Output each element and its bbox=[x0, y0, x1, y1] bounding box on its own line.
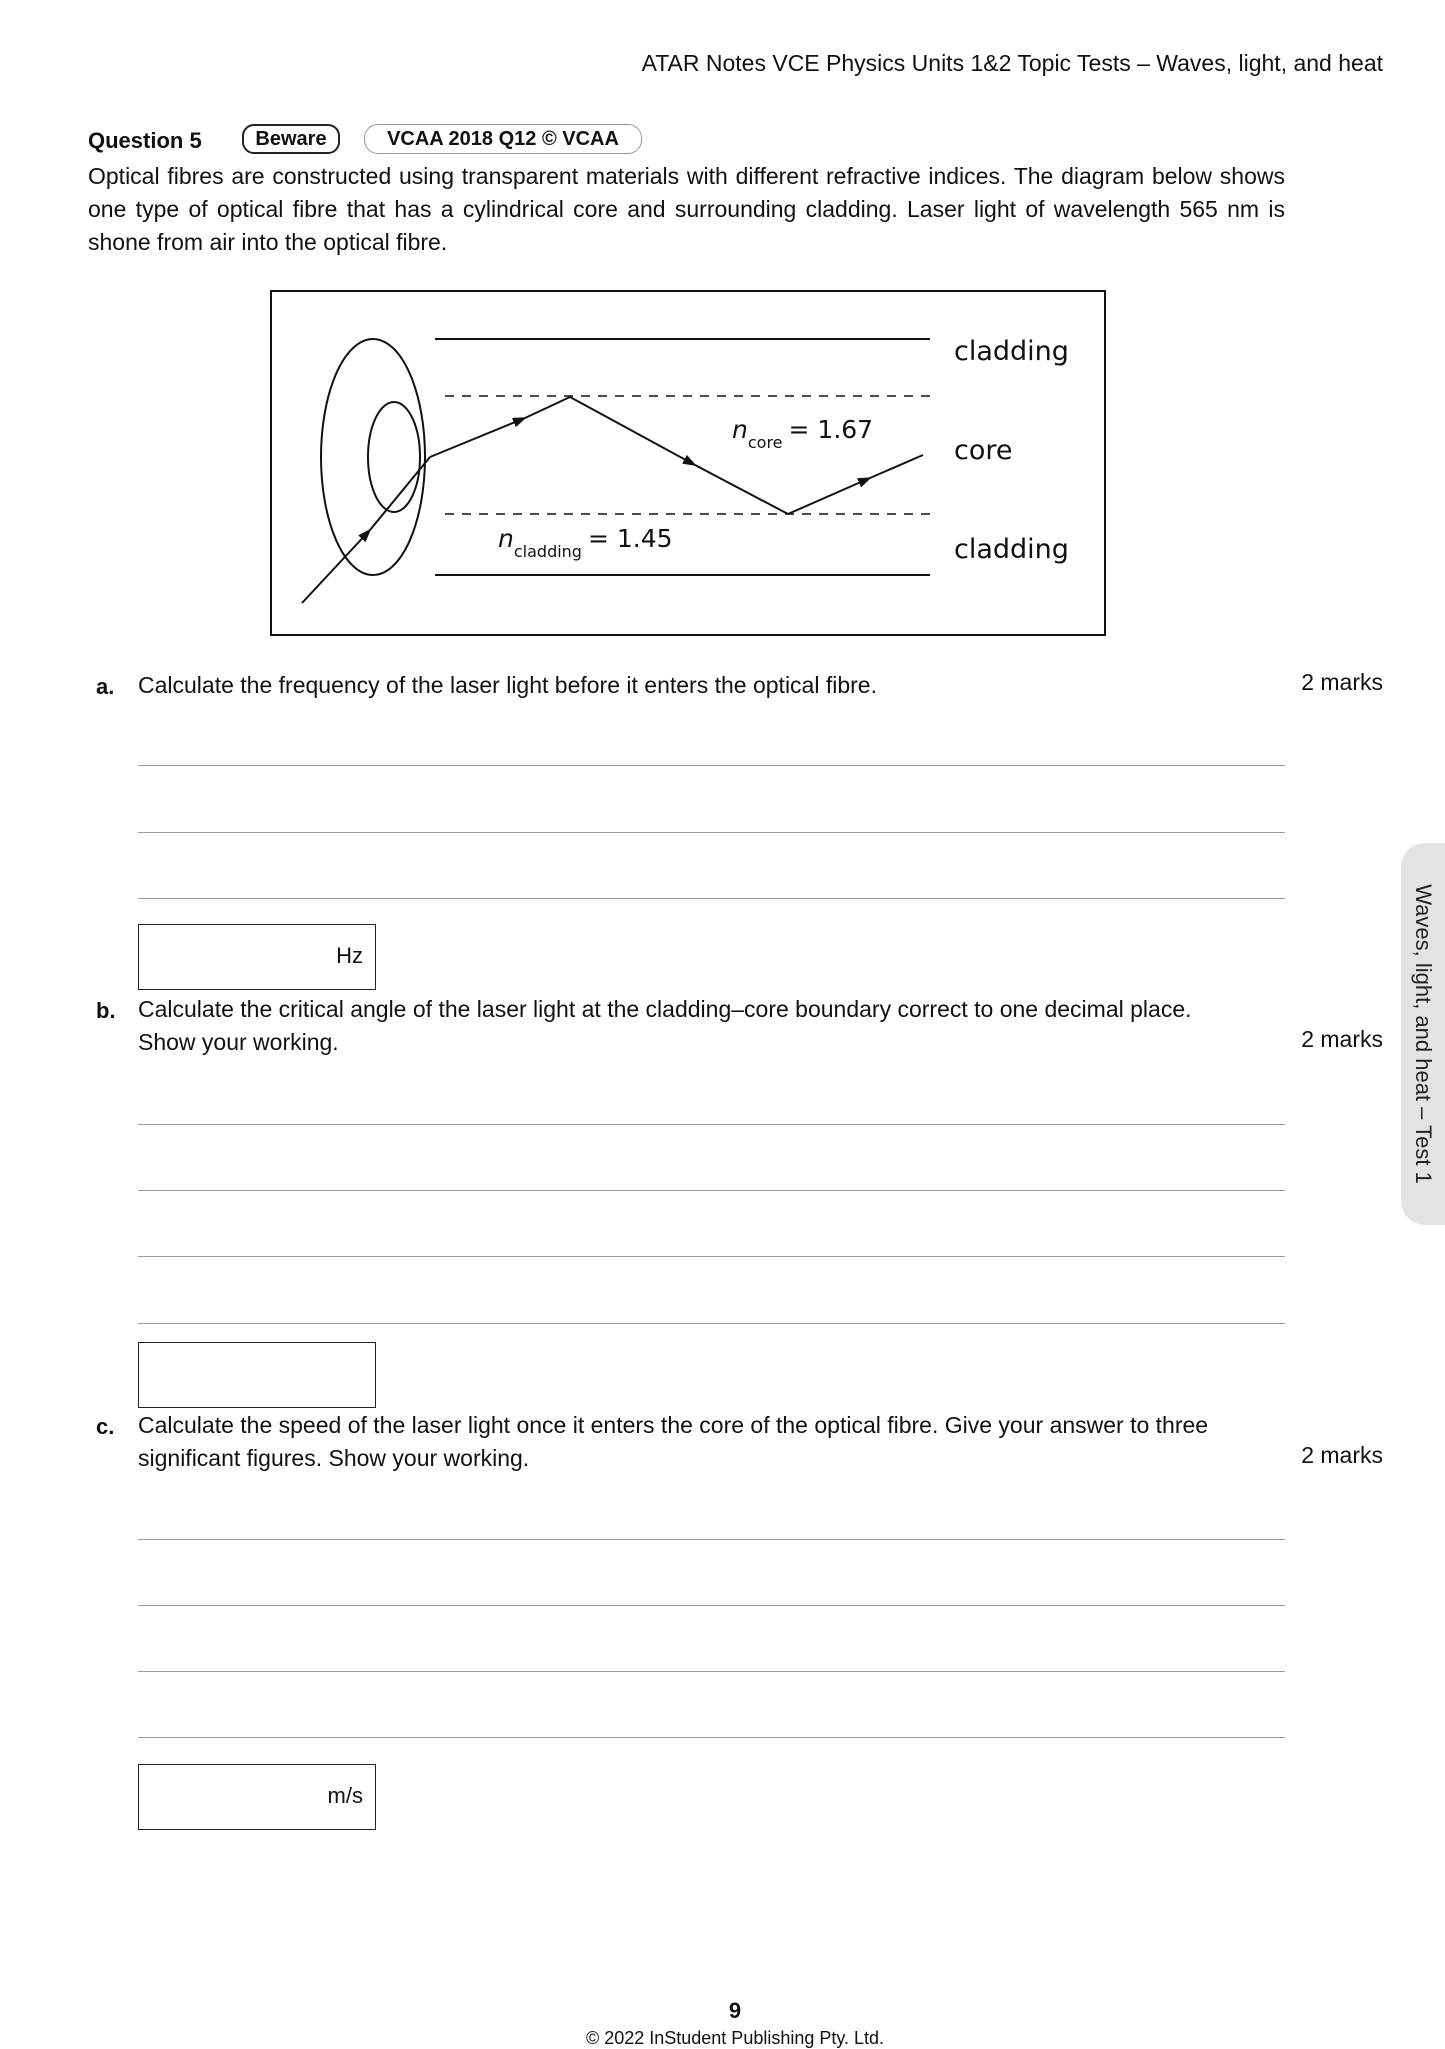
answer-line[interactable] bbox=[138, 1124, 1285, 1125]
part-b-marks: 2 marks bbox=[1301, 1026, 1383, 1052]
side-tab-label: Waves, light, and heat – Test 1 bbox=[1411, 884, 1436, 1184]
question-title: Question 5 bbox=[88, 128, 202, 153]
running-header: ATAR Notes VCE Physics Units 1&2 Topic Tests – Waves, light, and heat bbox=[641, 50, 1383, 76]
n-cladding-subscript: cladding bbox=[513, 542, 582, 561]
n-cladding-value: = 1.45 bbox=[587, 524, 673, 553]
beware-badge: Beware bbox=[242, 124, 340, 154]
answer-line[interactable] bbox=[138, 1737, 1285, 1738]
part-c-marks: 2 marks bbox=[1301, 1442, 1383, 1468]
answer-line[interactable] bbox=[138, 898, 1285, 899]
answer-line[interactable] bbox=[138, 765, 1285, 766]
optical-fibre-diagram bbox=[270, 290, 1106, 636]
part-c-letter: c. bbox=[96, 1414, 115, 1439]
answer-line[interactable] bbox=[138, 1256, 1285, 1257]
n-symbol: n bbox=[498, 524, 514, 553]
part-c-answer-box[interactable]: m/s bbox=[138, 1764, 376, 1830]
n-core-value: = 1.67 bbox=[788, 415, 874, 444]
answer-line[interactable] bbox=[138, 1323, 1285, 1324]
answer-line[interactable] bbox=[138, 1605, 1285, 1606]
n-cladding-label bbox=[498, 524, 673, 561]
part-a-letter: a. bbox=[96, 674, 115, 699]
copyright: © 2022 InStudent Publishing Pty. Ltd. bbox=[585, 2028, 885, 2048]
fibre-core-end bbox=[368, 402, 420, 512]
part-b-text-line2: Show your working. bbox=[138, 1029, 339, 1055]
core-boundaries bbox=[445, 396, 930, 514]
page-number: 9 bbox=[728, 1998, 742, 2023]
part-a-marks: 2 marks bbox=[1301, 669, 1383, 695]
label-cladding-bottom: cladding bbox=[954, 534, 1069, 565]
n-symbol: n bbox=[732, 415, 748, 444]
part-b-text: Calculate the critical angle of the laser light at the cladding–core boundary correct to one decimal place. bbox=[138, 996, 1192, 1022]
label-core: core bbox=[954, 435, 1013, 466]
label-cladding-top: cladding bbox=[954, 336, 1069, 367]
answer-line[interactable] bbox=[138, 1671, 1285, 1672]
part-c-text-line2: significant figures. Show your working. bbox=[138, 1445, 530, 1471]
section-side-tab bbox=[1401, 843, 1445, 1225]
part-c-text: Calculate the speed of the laser light once it enters the core of the optical fibre. Give your answer to three bbox=[138, 1412, 1209, 1438]
n-core-subscript: core bbox=[747, 433, 783, 452]
part-b-letter: b. bbox=[96, 998, 116, 1023]
n-core-label bbox=[732, 415, 873, 452]
source-badge: VCAA 2018 Q12 © VCAA bbox=[364, 124, 642, 154]
answer-line[interactable] bbox=[138, 832, 1285, 833]
part-a-text: Calculate the frequency of the laser light before it enters the optical fibre. bbox=[138, 672, 877, 698]
answer-line[interactable] bbox=[138, 1190, 1285, 1191]
answer-line[interactable] bbox=[138, 1539, 1285, 1540]
part-b-answer-box[interactable] bbox=[138, 1342, 376, 1408]
part-a-answer-box[interactable]: Hz bbox=[138, 924, 376, 990]
question-intro: Optical fibres are constructed using transparent materials with different refractive indices. The diagram below shows one type of optical fibre that has a cylindrical core and surrounding cladding. Laser light of wavelength 565 nm is shone from air into the optical fibre. bbox=[88, 163, 1285, 255]
